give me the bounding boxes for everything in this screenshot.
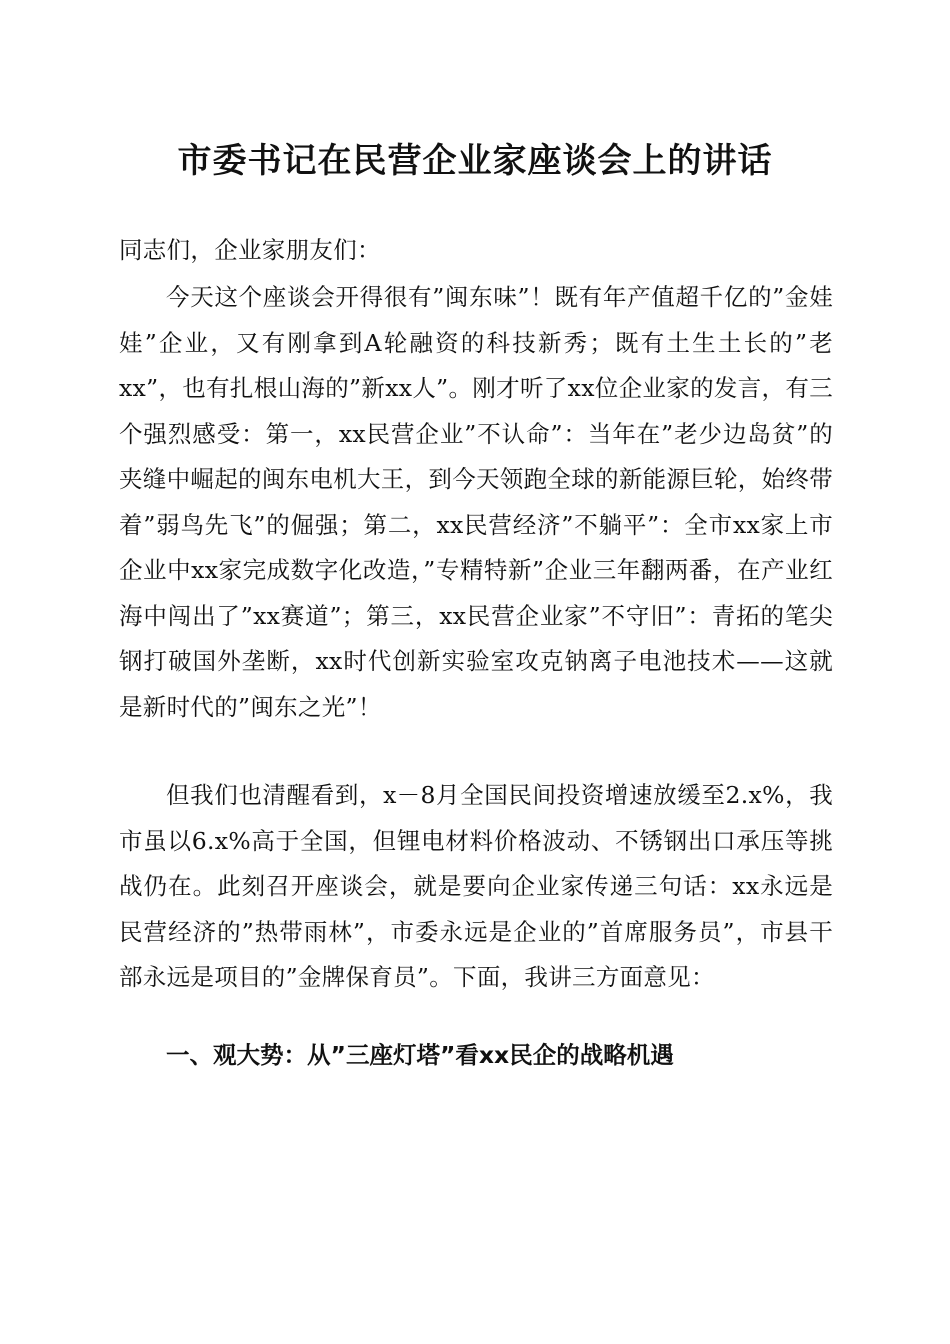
document-title: 市委书记在民营企业家座谈会上的讲话 — [177, 141, 773, 181]
paragraph-challenges: 但我们也清醒看到，x－8月全国民间投资增速放缓至2.x%，我市虽以6.x%高于全国，但锂电材料价格波动、不锈钢出口承压等挑战仍在。此刻召开座谈会，就是要向企业家传递三句话：xx永远是民营经济的”热带雨林”，市委永远是企业的”首席服务员”，市县干部永远是项目的”金牌保育员”。下面，我讲三方面意见： — [119, 781, 833, 991]
salutation: 同志们，企业家朋友们： — [119, 236, 381, 264]
paragraph-intro: 今天这个座谈会开得很有”闽东味”！既有年产值超千亿的”金娃娃”企业，又有刚拿到A轮融资的科技新秀；既有土生土长的”老xx”，也有扎根山海的”新xx人”。刚才听了xx位企业家的发言，有三个强烈感受：第一，xx民营企业”不认命”：当年在”老少边岛贫”的夹缝中崛起的闽东电机大王，到今天领跑全球的新能源巨轮，始终带着”弱鸟先飞”的倔强；第二，xx民营经济”不躺平”：全市xx家上市企业中xx家完成数字化改造，”专精特新”企业三年翻两番，在产业红海中闯出了”xx赛道”；第三，xx民营企业家”不守旧”：青拓的笔尖钢打破国外垄断，xx时代创新实验室攻克钠离子电池技术——这就是新时代的”闽东之光”！ — [119, 283, 833, 721]
section-heading: 一、观大势：从”三座灯塔”看xx民企的战略机遇 — [166, 1041, 674, 1069]
